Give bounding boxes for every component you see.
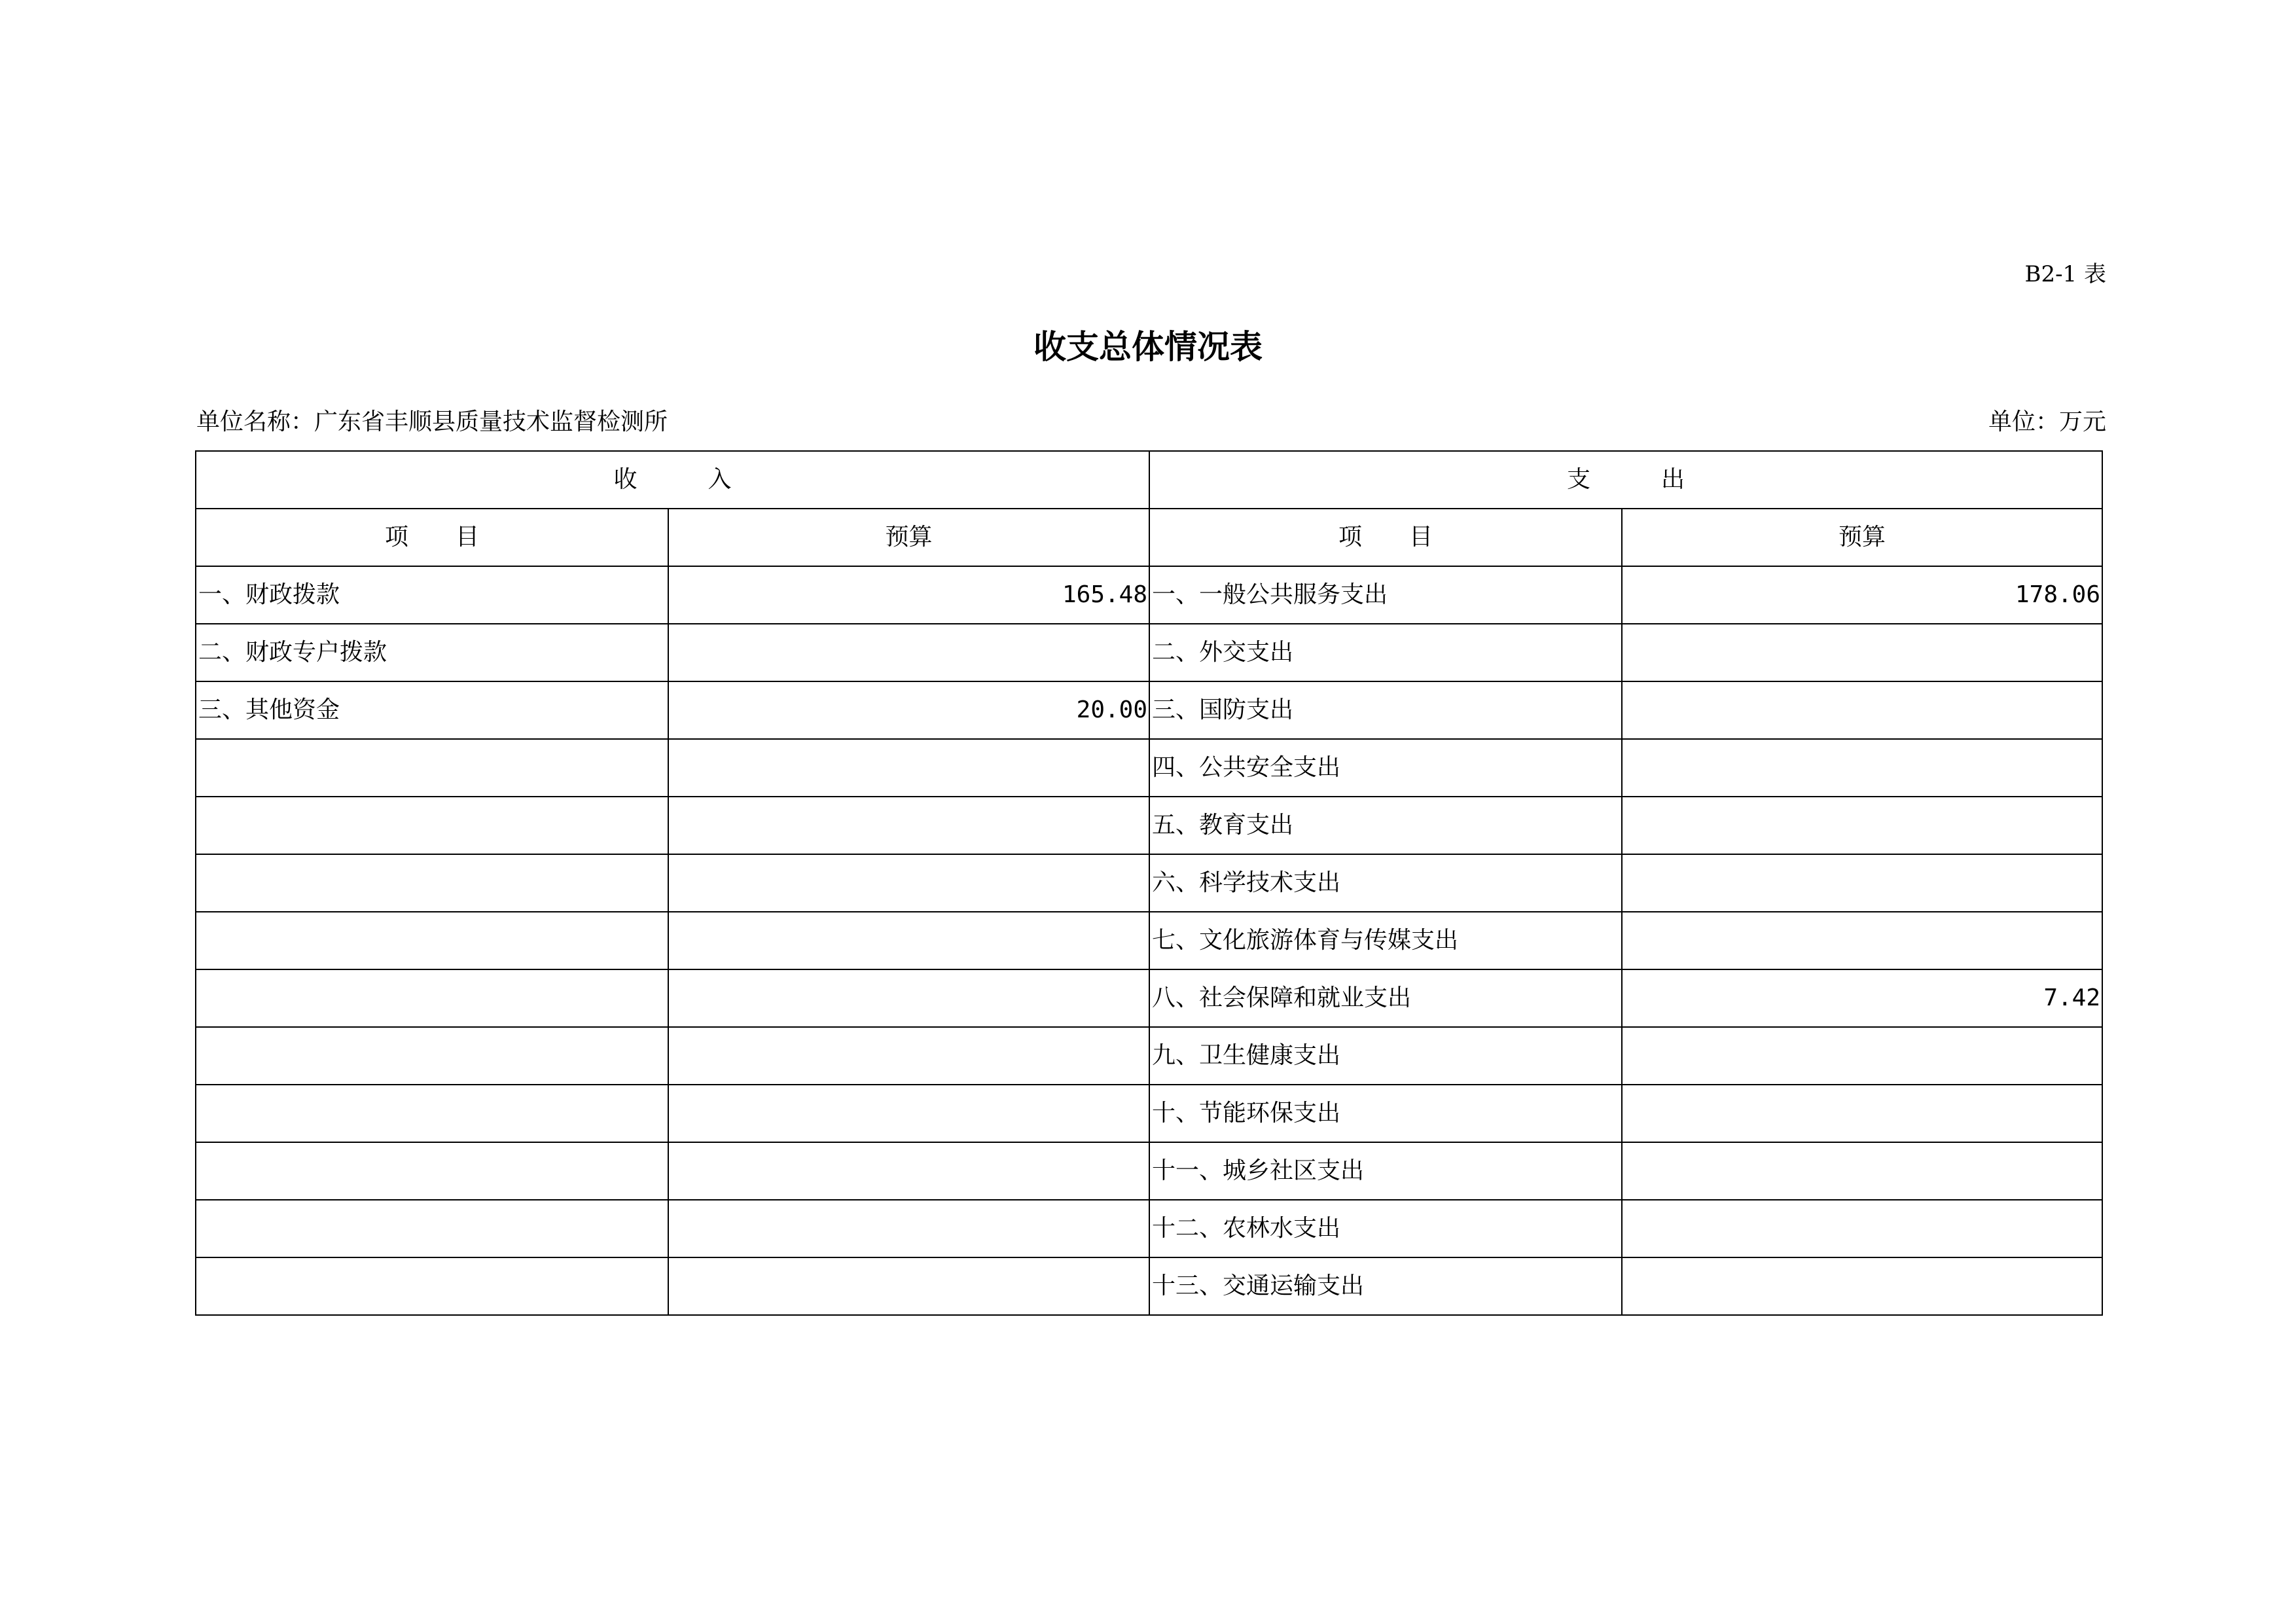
expense-budget-cell xyxy=(1622,1027,2102,1085)
expense-item-cell: 六、科学技术支出 xyxy=(1149,854,1622,912)
income-item-cell xyxy=(196,1257,668,1315)
expense-item-cell: 五、教育支出 xyxy=(1149,797,1622,854)
table-row xyxy=(196,1085,2102,1142)
expense-budget-cell xyxy=(1622,854,2102,912)
section-header-row xyxy=(196,451,2102,509)
expense-budget-cell xyxy=(1622,1085,2102,1142)
income-budget-cell xyxy=(668,854,1149,912)
table-row xyxy=(196,1200,2102,1257)
expense-budget-cell: 7.42 xyxy=(1622,969,2102,1027)
table-row xyxy=(196,1027,2102,1085)
table-row xyxy=(196,1257,2102,1315)
income-budget-cell xyxy=(668,797,1149,854)
income-budget-cell xyxy=(668,1027,1149,1085)
income-item-cell xyxy=(196,854,668,912)
expense-item-cell: 十一、城乡社区支出 xyxy=(1149,1142,1622,1200)
expense-budget-cell: 178.06 xyxy=(1622,566,2102,624)
income-budget-header: 预算 xyxy=(668,509,1149,566)
table-row xyxy=(196,681,2102,739)
expense-item-cell: 十三、交通运输支出 xyxy=(1149,1257,1622,1315)
income-budget-cell: 165.48 xyxy=(668,566,1149,624)
income-item-header: 项 目 xyxy=(196,509,668,566)
expense-item-cell: 三、国防支出 xyxy=(1149,681,1622,739)
income-item-cell xyxy=(196,969,668,1027)
table-row xyxy=(196,969,2102,1027)
table-row xyxy=(196,912,2102,969)
expense-header: 支 出 xyxy=(1149,451,2102,509)
expense-budget-cell xyxy=(1622,797,2102,854)
income-item-cell: 一、财政拨款 xyxy=(196,566,668,624)
expense-item-header: 项 目 xyxy=(1149,509,1622,566)
table-row xyxy=(196,566,2102,624)
column-header-row xyxy=(196,509,2102,566)
income-budget-cell xyxy=(668,912,1149,969)
income-budget-cell xyxy=(668,1085,1149,1142)
income-item-cell xyxy=(196,1085,668,1142)
table-row xyxy=(196,854,2102,912)
page-title: 收支总体情况表 xyxy=(1033,328,1263,366)
expense-budget-cell xyxy=(1622,912,2102,969)
expense-budget-cell xyxy=(1622,681,2102,739)
expense-budget-header: 预算 xyxy=(1622,509,2102,566)
expense-budget-cell xyxy=(1622,1257,2102,1315)
currency-unit: 单位：万元 xyxy=(1988,408,2106,435)
income-budget-cell xyxy=(668,624,1149,681)
budget-table xyxy=(195,450,2103,1316)
form-code: B2-1 表 xyxy=(2024,261,2106,287)
income-budget-cell: 20.00 xyxy=(668,681,1149,739)
expense-item-cell: 九、卫生健康支出 xyxy=(1149,1027,1622,1085)
income-item-cell xyxy=(196,797,668,854)
table-row xyxy=(196,797,2102,854)
table-row xyxy=(196,739,2102,797)
expense-budget-cell xyxy=(1622,624,2102,681)
income-budget-cell xyxy=(668,969,1149,1027)
expense-item-cell: 十、节能环保支出 xyxy=(1149,1085,1622,1142)
income-header: 收 入 xyxy=(196,451,1149,509)
unit-name: 单位名称：广东省丰顺县质量技术监督检测所 xyxy=(196,408,668,435)
expense-budget-cell xyxy=(1622,1142,2102,1200)
expense-item-cell: 一、一般公共服务支出 xyxy=(1149,566,1622,624)
table-row xyxy=(196,624,2102,681)
income-item-cell: 二、财政专户拨款 xyxy=(196,624,668,681)
expense-item-cell: 四、公共安全支出 xyxy=(1149,739,1622,797)
income-item-cell xyxy=(196,739,668,797)
income-item-cell xyxy=(196,912,668,969)
expense-item-cell: 十二、农林水支出 xyxy=(1149,1200,1622,1257)
income-budget-cell xyxy=(668,1200,1149,1257)
income-item-cell: 三、其他资金 xyxy=(196,681,668,739)
income-budget-cell xyxy=(668,1142,1149,1200)
income-item-cell xyxy=(196,1200,668,1257)
expense-budget-cell xyxy=(1622,1200,2102,1257)
expense-item-cell: 八、社会保障和就业支出 xyxy=(1149,969,1622,1027)
expense-item-cell: 二、外交支出 xyxy=(1149,624,1622,681)
expense-item-cell: 七、文化旅游体育与传媒支出 xyxy=(1149,912,1622,969)
table-row xyxy=(196,1142,2102,1200)
expense-budget-cell xyxy=(1622,739,2102,797)
income-item-cell xyxy=(196,1142,668,1200)
income-budget-cell xyxy=(668,739,1149,797)
income-budget-cell xyxy=(668,1257,1149,1315)
income-item-cell xyxy=(196,1027,668,1085)
